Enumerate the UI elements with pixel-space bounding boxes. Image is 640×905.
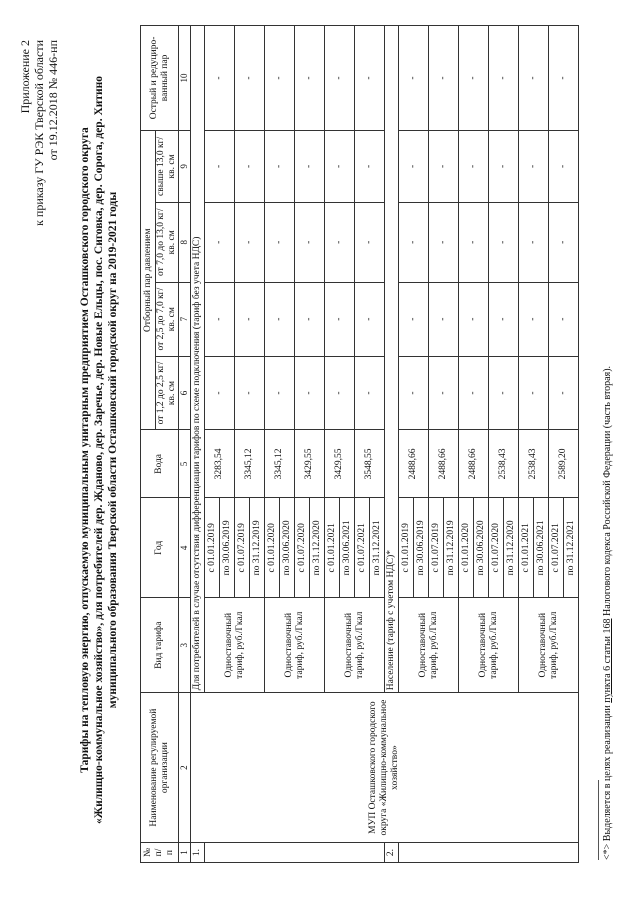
dash-cell: - [519, 356, 549, 430]
header-year: Год [141, 498, 179, 598]
dash-cell: - [489, 26, 519, 131]
dash-cell: - [459, 282, 489, 356]
dash-cell: - [549, 26, 579, 131]
section-label: Население (тариф с учетом НДС)* [385, 26, 399, 693]
period-to: по 31.12.2021 [564, 498, 579, 598]
water-tariff: 2589,20 [549, 430, 579, 498]
section-label: Для потребителей в случае отсутствия дифференциации тарифов по схеме подключения (тариф без учета НДС) [191, 26, 205, 693]
water-tariff: 2488,66 [429, 430, 459, 498]
dash-cell: - [205, 202, 235, 282]
dash-cell: - [489, 202, 519, 282]
dash-cell: - [399, 282, 429, 356]
appendix-line-2: к приказу ГУ РЭК Тверской области [32, 40, 46, 226]
dash-cell: - [355, 130, 385, 202]
dash-cell: - [265, 130, 295, 202]
dash-cell: - [205, 282, 235, 356]
dash-cell: - [459, 130, 489, 202]
appendix-line-1: Приложение 2 [18, 40, 32, 114]
header-organization: Наименование регулируемой организации [141, 693, 179, 843]
dash-cell: - [519, 282, 549, 356]
water-tariff: 3283,54 [205, 430, 235, 498]
footnote-prefix: <*> Выделяется в целях реализации [602, 702, 613, 860]
dash-cell: - [205, 26, 235, 131]
dash-cell: - [399, 202, 429, 282]
header-row-1 [141, 26, 156, 863]
dash-cell: - [549, 282, 579, 356]
dash-cell: - [399, 130, 429, 202]
period-to: по 31.12.2020 [504, 498, 519, 598]
dash-cell: - [235, 26, 265, 131]
footnote-suffix: Налогового кодекса Российской Федерации (часть вторая). [602, 365, 613, 619]
title-line-2: «Жилищно-коммунальное хозяйство», для потребителей дер. Жданово, дер. Заречье, дер. Новые Ельцы, пос. Сиговка, дер. Сорога, дер. Хитино [93, 75, 105, 825]
column-number: 5 [179, 430, 191, 498]
dash-cell: - [355, 202, 385, 282]
column-number: 7 [179, 282, 191, 356]
dash-cell: - [519, 202, 549, 282]
header-pressure-4: свыше 13,0 кг/кв. см [156, 130, 179, 202]
dash-cell: - [429, 282, 459, 356]
dash-cell: - [325, 26, 355, 131]
header-steam-group: Отборный пар давлением [141, 130, 156, 430]
dash-cell: - [429, 356, 459, 430]
column-number: 3 [179, 598, 191, 693]
dash-cell: - [489, 130, 519, 202]
period-from: с 01.01.2021 [325, 498, 340, 598]
dash-cell: - [459, 202, 489, 282]
water-tariff: 2538,43 [489, 430, 519, 498]
dash-cell: - [355, 282, 385, 356]
dash-cell: - [429, 130, 459, 202]
tariff-kind: Одноставочный тариф, руб./Гкал [399, 598, 459, 693]
dash-cell: - [295, 130, 325, 202]
period-to: по 31.12.2019 [444, 498, 459, 598]
tariff-kind: Одноставочный тариф, руб./Гкал [325, 598, 385, 693]
dash-cell: - [205, 356, 235, 430]
footnote-reference-link[interactable]: пункта 6 статьи 168 [602, 618, 613, 703]
period-to: по 30.06.2021 [340, 498, 355, 598]
dash-cell: - [399, 356, 429, 430]
water-tariff: 3429,55 [295, 430, 325, 498]
column-number: 10 [179, 26, 191, 131]
footnote-divider [598, 780, 599, 860]
dash-cell: - [265, 202, 295, 282]
period-to: по 31.12.2019 [250, 498, 265, 598]
tariff-kind: Одноставочный тариф, руб./Гкал [519, 598, 579, 693]
dash-cell: - [325, 202, 355, 282]
column-number: 2 [179, 693, 191, 843]
organization-name: МУП Осташковского городского округа «Жилищно-коммунальное хозяйство» [191, 693, 579, 843]
dash-cell: - [399, 26, 429, 131]
header-pressure-3: от 7,0 до 13,0 кг/кв. см [156, 202, 179, 282]
section1-label-row [191, 26, 205, 863]
period-to: по 30.06.2020 [474, 498, 489, 598]
water-tariff: 3345,12 [235, 430, 265, 498]
period-to: по 30.06.2019 [220, 498, 235, 598]
dash-cell: - [265, 282, 295, 356]
tariff-kind: Одноставочный тариф, руб./Гкал [205, 598, 265, 693]
appendix-header [18, 40, 60, 226]
water-tariff: 3548,55 [355, 430, 385, 498]
dash-cell: - [519, 26, 549, 131]
dash-cell: - [489, 356, 519, 430]
section-number: 2. [385, 843, 399, 863]
header-sharp-steam: Острый и редуциро-ванный пар [141, 26, 179, 131]
title-line-1: Тарифы на тепловую энергию, отпускаемую муниципальным унитарным предприятием Осташковского городского округа [79, 127, 91, 773]
dash-cell: - [489, 282, 519, 356]
period-from: с 01.07.2019 [235, 498, 250, 598]
column-number: 8 [179, 202, 191, 282]
document-title [78, 50, 120, 850]
water-tariff: 2488,66 [399, 430, 429, 498]
dash-cell: - [295, 282, 325, 356]
column-number-row [179, 26, 191, 863]
dash-cell: - [549, 202, 579, 282]
header-pressure-2: от 2,5 до 7,0 кг/кв. см [156, 282, 179, 356]
dash-cell: - [235, 130, 265, 202]
water-tariff: 3429,55 [325, 430, 355, 498]
dash-cell: - [549, 356, 579, 430]
period-from: с 01.07.2021 [549, 498, 564, 598]
dash-cell: - [355, 26, 385, 131]
period-from: с 01.01.2019 [205, 498, 220, 598]
title-line-3: муниципального образования Тверской области Осташковский городской округ на 2019-2021 годы [107, 191, 119, 709]
water-tariff: 2488,66 [459, 430, 489, 498]
dash-cell: - [295, 26, 325, 131]
tariff-table-body [141, 26, 579, 863]
dash-cell: - [519, 130, 549, 202]
tariff-table [140, 25, 579, 863]
section-number-cell [205, 843, 385, 863]
header-water: Вода [141, 430, 179, 498]
period-from: с 01.07.2020 [295, 498, 310, 598]
period-to: по 30.06.2019 [414, 498, 429, 598]
dash-cell: - [429, 26, 459, 131]
water-tariff: 2538,43 [519, 430, 549, 498]
period-from: с 01.07.2020 [489, 498, 504, 598]
dash-cell: - [235, 356, 265, 430]
period-from: с 01.01.2020 [265, 498, 280, 598]
water-tariff: 3345,12 [265, 430, 295, 498]
section-number-cell [399, 843, 579, 863]
period-to: по 31.12.2021 [370, 498, 385, 598]
tariff-kind: Одноставочный тариф, руб./Гкал [459, 598, 519, 693]
header-pressure-1: от 1,2 до 2,5 кг/кв. см [156, 356, 179, 430]
dash-cell: - [265, 26, 295, 131]
column-number: 1 [179, 843, 191, 863]
column-number: 6 [179, 356, 191, 430]
dash-cell: - [265, 356, 295, 430]
appendix-line-3: от 19.12.2018 № 446-нп [46, 40, 60, 161]
footnote [602, 366, 613, 860]
dash-cell: - [205, 130, 235, 202]
dash-cell: - [235, 202, 265, 282]
period-from: с 01.01.2020 [459, 498, 474, 598]
period-from: с 01.07.2021 [355, 498, 370, 598]
column-number: 4 [179, 498, 191, 598]
dash-cell: - [429, 202, 459, 282]
period-to: по 30.06.2021 [534, 498, 549, 598]
period-from: с 01.01.2019 [399, 498, 414, 598]
tariff-kind: Одноставочный тариф, руб./Гкал [265, 598, 325, 693]
period-to: по 31.12.2020 [310, 498, 325, 598]
header-tariff-kind: Вид тарифа [141, 598, 179, 693]
period-from: с 01.01.2021 [519, 498, 534, 598]
dash-cell: - [295, 202, 325, 282]
period-to: по 30.06.2020 [280, 498, 295, 598]
dash-cell: - [325, 356, 355, 430]
dash-cell: - [325, 282, 355, 356]
dash-cell: - [549, 130, 579, 202]
dash-cell: - [355, 356, 385, 430]
column-number: 9 [179, 130, 191, 202]
dash-cell: - [459, 26, 489, 131]
section-number: 1. [191, 843, 205, 863]
dash-cell: - [325, 130, 355, 202]
dash-cell: - [295, 356, 325, 430]
header-num: № п/ п [141, 843, 179, 863]
dash-cell: - [459, 356, 489, 430]
dash-cell: - [235, 282, 265, 356]
period-from: с 01.07.2019 [429, 498, 444, 598]
